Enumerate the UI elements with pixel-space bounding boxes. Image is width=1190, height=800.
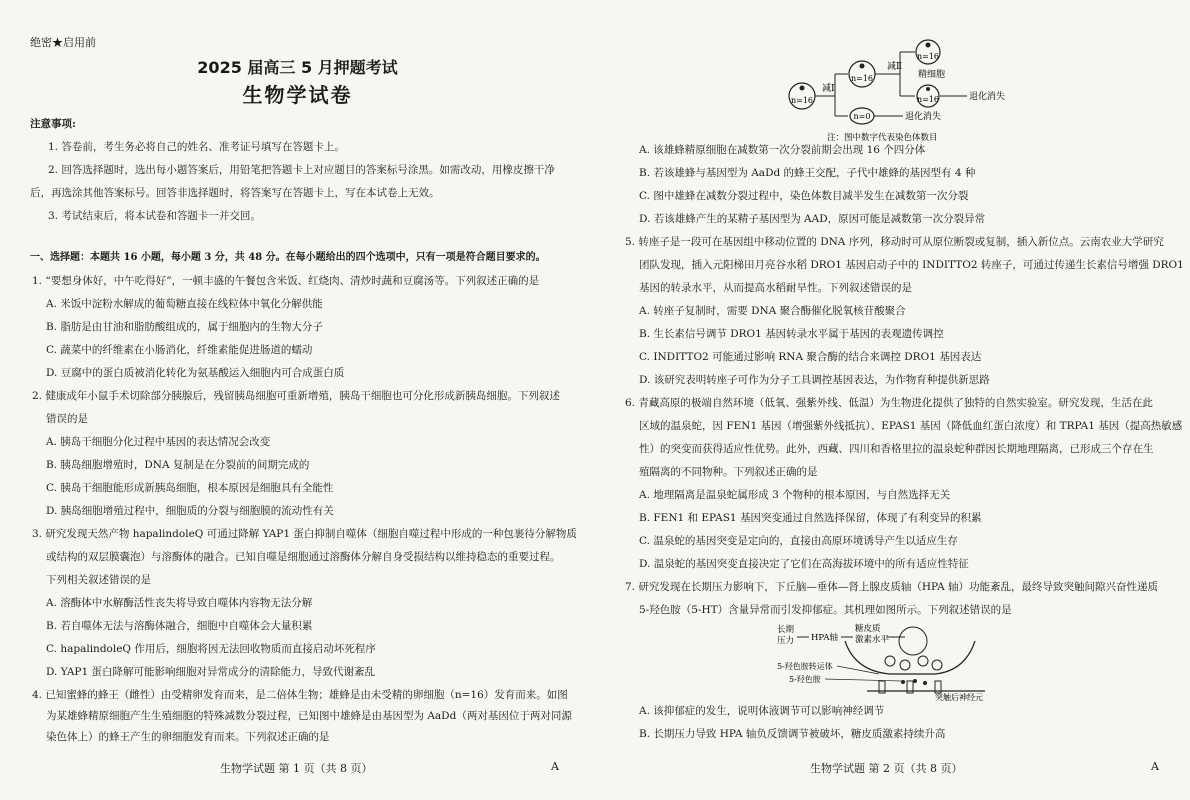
section-heading: 一、选择题：本题共 16 小题，每小题 3 分，共 48 分。在每小题给出的四个选项中，只有一项是符合题目要求的。 [30,252,546,263]
question-line: 6. 青藏高原的极端自然环境（低氧、强紫外线、低温）为生物进化提供了独特的自然实验室。研究发现，生活在此 [625,397,1153,409]
degenerate-cell [917,85,939,107]
question-line: 为某雄蜂精原细胞产生生殖细胞的特殊减数分裂过程，已知图中雄蜂是由基因型为 AaDd（两对基因位于两对同源 [46,710,572,722]
question-line: 4. 已知蜜蜂的蜂王（雌性）由受精卵发育而来，是二倍体生物；雄蜂是由未受精的卵细胞（n=16）发育而来。如图 [32,689,568,701]
option-line: A. 转座子复制时，需要 DNA 聚合酶催化脱氧核苷酸聚合 [639,305,906,317]
question-line: 基因的转录水平，从而提高水稻耐旱性。下列叙述错误的是 [639,282,912,294]
option-line: D. 该研究表明转座子可作为分子工具调控基因表达，为作物育种提供新思路 [639,374,990,386]
svg-text:长期: 长期 [777,625,795,635]
svg-text:激素水平: 激素水平 [855,635,890,645]
postsynaptic-neuron-label: 突触后神经元 [935,693,983,701]
confidential-mark: 绝密★启用前 [30,36,96,49]
diagram-note: 注：图中数字代表染色体数目 [827,133,938,143]
meiosis1-label: 减Ⅰ [822,84,835,94]
option-line: C. 图中雄蜂在减数分裂过程中，染色体数目减半发生在减数第一次分裂 [639,190,969,202]
question-line: 性）的突变而获得适应性优势。此外，西藏、四川和香格里拉的温泉蛇种群因长期地理隔离，已形成三个存在生 [639,443,1154,455]
svg-text:n=16: n=16 [916,52,940,61]
exam-title: 2025 届高三 5 月押题考试 [197,58,398,77]
option-line: A. 地理隔离是温泉蛇属形成 3 个物种的根本原因，与自然选择无关 [639,489,951,501]
option-line: B. 长期压力导致 HPA 轴负反馈调节被破坏，糖皮质激素持续升高 [639,728,946,740]
option-line: D. 豆腐中的蛋白质被消化转化为氨基酸运入细胞内可合成蛋白质 [46,367,345,379]
option-line: A. 该雄蜂精原细胞在减数第一次分裂前期会出现 16 个四分体 [639,144,926,156]
hpa-axis-label: HPA轴 [811,633,838,643]
option-line: B. FEN1 和 EPAS1 基因突变通过自然选择保留，体现了有利变异的积累 [639,512,982,524]
svg-text:压力: 压力 [777,636,795,646]
degenerate-label: 退化消失 [905,112,942,122]
polar-body-cell [850,108,874,124]
option-line: C. 蔬菜中的纤维素在小肠消化，纤维素能促进肠道的蠕动 [46,344,313,356]
option-line: B. 胰岛细胞增殖时，DNA 复制是在分裂前的间期完成的 [46,459,310,471]
option-line: C. 胰岛干细胞能形成新胰岛细胞，根本原因是细胞具有全能性 [46,482,334,494]
svg-text:n=16: n=16 [916,95,940,104]
notice-line: 3. 考试结束后，将本试卷和答题卡一并交回。 [48,210,261,222]
question-line: 3. 研究发现天然产物 hapalindoleQ 可通过降解 YAP1 蛋白抑制自噬体（细胞自噬过程中形成的一种包裹待分解物质 [32,528,577,540]
option-line: D. YAP1 蛋白降解可能影响细胞对异常成分的清除能力，导致代谢紊乱 [46,666,376,678]
option-line: C. hapalindoleQ 作用后，细胞将因无法回收物质而直接启动坏死程序 [46,643,376,655]
option-line: C. 温泉蛇的基因突变是定向的，直接由高原环境诱导产生以适应生存 [639,535,958,547]
degenerate-label: 退化消失 [969,92,1006,102]
option-line: B. 若该雄蜂与基因型为 AaDd 的蜂王交配，子代中雄蜂的基因型有 4 种 [639,167,976,179]
transporter-label: 5-羟色胺转运体 [777,662,833,671]
option-line: B. 若自噬体无法与溶酶体融合，细胞中自噬体会大量积累 [46,620,313,632]
meiosis2-label: 减Ⅱ [887,62,903,72]
presynaptic-terminal [845,641,975,674]
cell-chromosome-label: n=16 [790,96,814,105]
right-page [595,0,1190,800]
notice-line: 1. 答卷前，考生务必将自己的姓名、准考证号填写在答题卡上。 [48,141,345,153]
question-line: 下列相关叙述错误的是 [46,574,151,586]
option-line: D. 温泉蛇的基因突变直接决定了它们在高海拔环境中的所有适应性特征 [639,558,969,570]
sperm-label: 精细胞 [918,70,946,80]
subject-title: 生物学试卷 [242,83,353,107]
meiosis-diagram [775,36,1035,146]
svg-text:n=16: n=16 [850,74,874,83]
svg-text:糖皮质: 糖皮质 [855,624,881,634]
secondary-cell [849,61,875,87]
option-line: B. 脂肪是由甘油和脂肪酸组成的，属于细胞内的生物大分子 [46,321,323,333]
question-line: 染色体上）的蜂王产生的卵细胞发育而来。下列叙述正确的是 [46,731,330,743]
question-line: 或结构的双层膜囊泡）与溶酶体的融合。已知自噬是细胞通过溶酶体分解自身受损结构以维持稳态的重要过程。 [46,551,561,563]
question-line: 5. 转座子是一段可在基因组中移动位置的 DNA 序列，移动时可从原位断裂或复制，插入新位点。云南农业大学研究 [625,236,1164,248]
synapse-diagram [775,619,1005,701]
option-line: A. 溶酶体中水解酶活性丧失将导致自噬体内容物无法分解 [46,597,313,609]
sperm-cell [916,40,940,64]
notice-heading: 注意事项: [30,118,76,130]
page-footer: 生物学试题 第 2 页（共 8 页） [810,762,963,775]
option-line: C. INDITTO2 可能通过影响 RNA 聚合酶的结合来调控 DRO1 基因表达 [639,351,982,363]
page-footer-mark: A [551,760,559,773]
question-line: 区域的温泉蛇，因 FEN1 基因（增强紫外线抵抗）、EPAS1 基因（降低血红蛋白浓度）和 TRPA1 基因（提高热敏感 [639,420,1183,432]
page-footer-mark: A [1151,760,1159,773]
notice-line: 后，再选涂其他答案标号。回答非选择题时，将答案写在答题卡上，写在本试卷上无效。 [30,187,440,199]
question-line: 殖隔离的不同物种。下列叙述正确的是 [639,466,818,478]
option-line: B. 生长素信号调节 DRO1 基因转录水平属于基因的表观遗传调控 [639,328,944,340]
question-line: 2. 健康成年小鼠手术切除部分胰腺后，残留胰岛细胞可重新增殖，胰岛干细胞也可分化形成新胰岛细胞。下列叙述 [32,390,560,402]
notice-line: 2. 回答选择题时，选出每小题答案后，用铅笔把答题卡上对应题目的答案标号涂黑。如需改动，用橡皮擦干净 [48,164,555,176]
option-line: D. 胰岛细胞增殖过程中，细胞质的分裂与细胞膜的流动性有关 [46,505,334,517]
question-line: 错误的是 [46,413,88,425]
question-line: 团队发现，插入元阳梯田月亮谷水稻 DRO1 基因启动子中的 INDITTO2 转座子，可通过传递生长素信号增强 DRO1 [639,259,1184,271]
option-line: A. 该抑郁症的发生，说明体液调节可以影响神经调节 [639,705,885,717]
serotonin-label: 5-羟色胺 [789,675,821,684]
page-footer: 生物学试题 第 1 页（共 8 页） [220,762,373,775]
svg-text:n=0: n=0 [853,112,871,121]
option-line: D. 若该雄蜂产生的某精子基因型为 AAD，原因可能是减数第一次分裂异常 [639,213,986,225]
option-line: A. 胰岛干细胞分化过程中基因的表达情况会改变 [46,436,271,448]
question-line: 5-羟色胺（5-HT）含量异常而引发抑郁症。其机理如图所示。下列叙述错误的是 [639,604,1012,616]
spermatogonium-cell [789,83,815,109]
option-line: A. 米饭中淀粉水解成的葡萄糖直接在线粒体中氧化分解供能 [46,298,323,310]
question-line: 7. 研究发现在长期压力影响下，下丘脑—垂体—肾上腺皮质轴（HPA 轴）功能紊乱，最终导致突触间隙兴奋性递质 [625,581,1159,593]
question-line: 1. “要想身体好，中午吃得好”，一顿丰盛的午餐包含米饭、红烧肉、清炒时蔬和豆腐汤等。下列叙述正确的是 [32,275,540,287]
